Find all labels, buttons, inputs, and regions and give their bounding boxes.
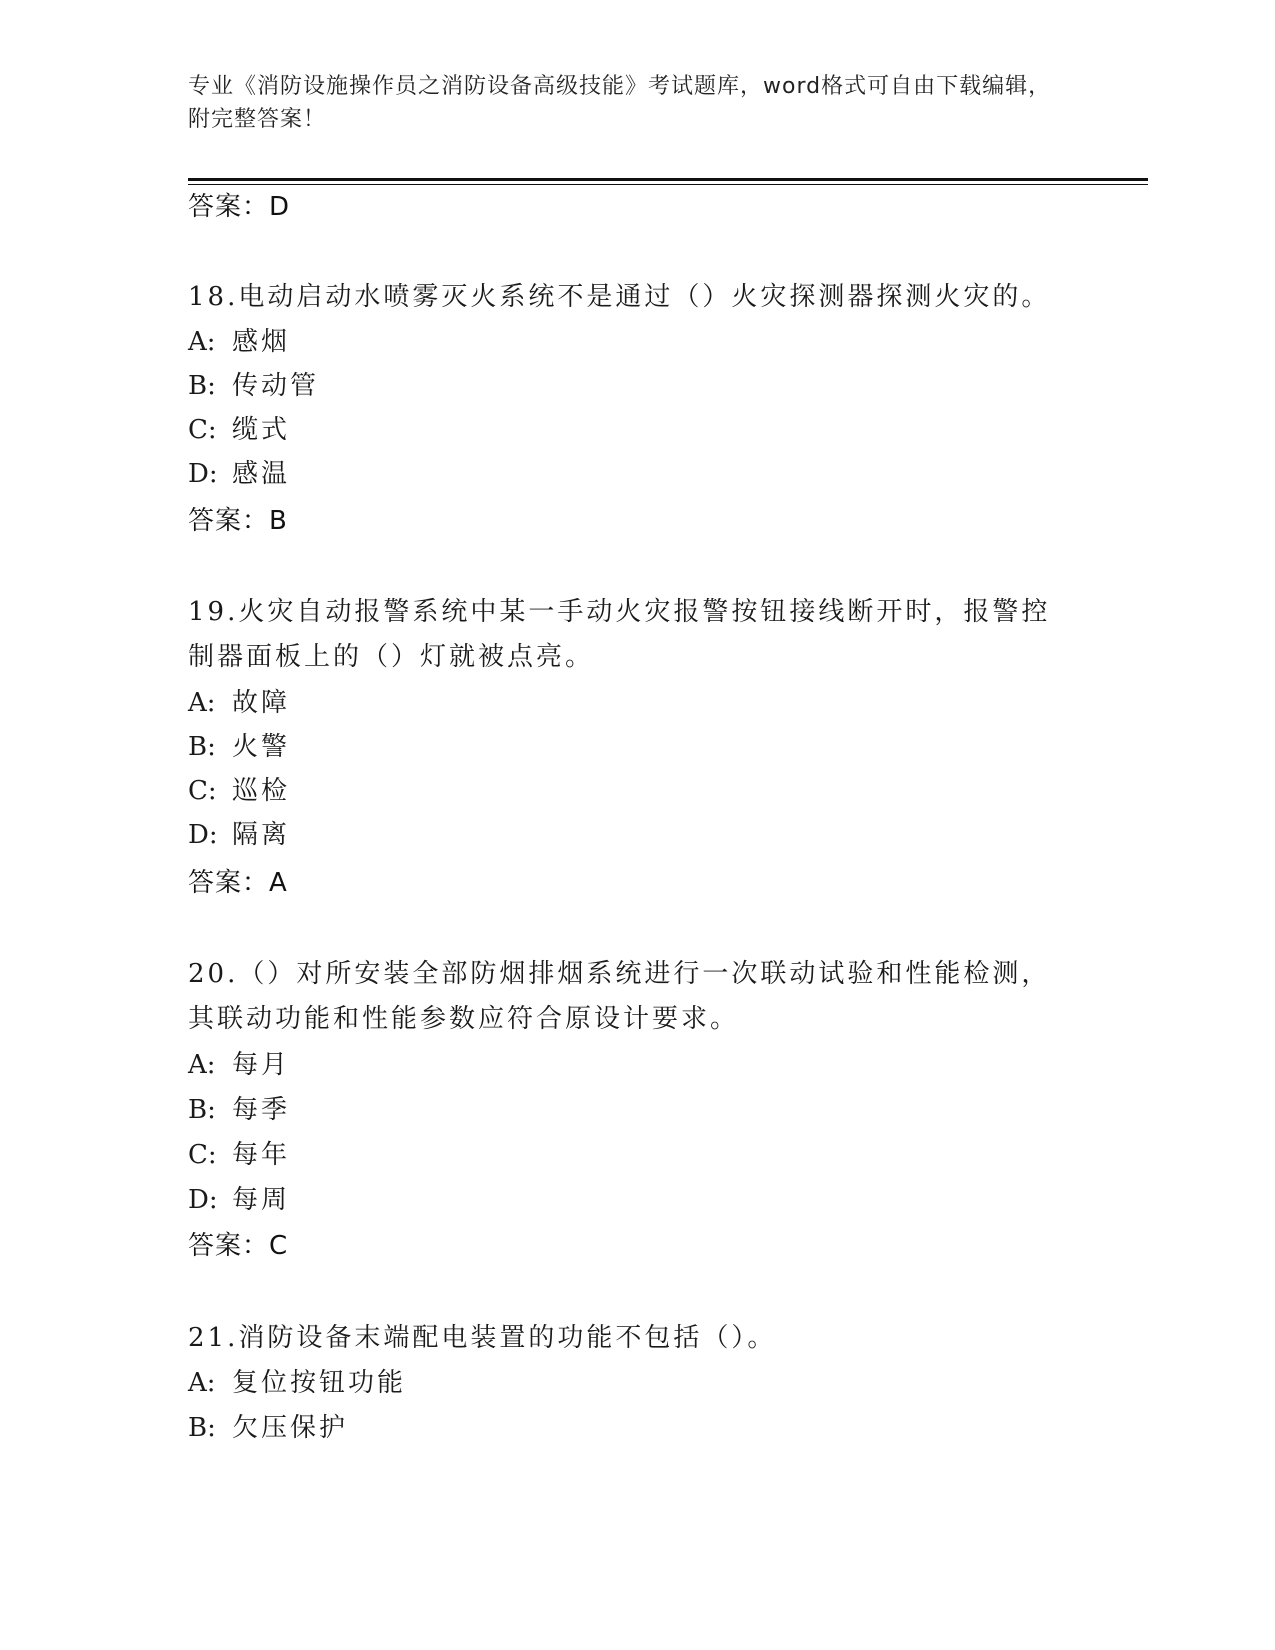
option-text: 欠压保护 xyxy=(232,1413,349,1443)
question-18-option-d xyxy=(188,457,290,491)
option-text: 每季 xyxy=(232,1095,291,1125)
question-18-answer: 答案：B xyxy=(188,506,288,536)
question-19-option-b xyxy=(188,730,290,764)
option-letter: D: xyxy=(188,1185,218,1215)
option-text: 感温 xyxy=(232,459,291,489)
option-letter: A: xyxy=(188,327,216,357)
option-text: 传动管 xyxy=(232,371,320,401)
question-19-option-d xyxy=(188,818,290,852)
question-21-stem: 21.消防设备末端配电装置的功能不包括（）。 xyxy=(188,1323,777,1353)
question-20-answer: 答案：C xyxy=(188,1231,289,1261)
option-text: 复位按钮功能 xyxy=(232,1368,407,1398)
document-header: 专业《消防设施操作员之消防设备高级技能》考试题库，word格式可自由下载编辑，附完整答案！ xyxy=(188,74,1052,132)
question-18-stem: 18.电动启动水喷雾灭火系统不是通过（）火灾探测器探测火灾的。 xyxy=(188,282,1051,312)
option-text: 巡检 xyxy=(232,776,291,806)
question-20-option-d xyxy=(188,1183,290,1217)
question-18-option-a xyxy=(188,325,290,359)
option-text: 每年 xyxy=(232,1140,291,1170)
option-letter: B: xyxy=(188,1413,216,1443)
option-letter: B: xyxy=(188,1095,216,1125)
option-text: 每月 xyxy=(232,1050,291,1080)
option-text: 火警 xyxy=(232,732,291,762)
question-21-option-b xyxy=(188,1411,348,1445)
question-20-option-a xyxy=(188,1048,290,1082)
option-text: 感烟 xyxy=(232,327,291,357)
option-letter: A: xyxy=(188,1050,216,1080)
question-20-stem: 20.（）对所安装全部防烟排烟系统进行一次联动试验和性能检测，其联动功能和性能参数应符合原设计要求。 xyxy=(188,959,1051,1034)
question-20-option-b xyxy=(188,1093,290,1127)
option-text: 故障 xyxy=(232,688,291,718)
option-letter: D: xyxy=(188,459,218,489)
header-divider-thin xyxy=(188,184,1148,185)
option-text: 缆式 xyxy=(232,415,291,445)
question-19-option-c xyxy=(188,774,290,808)
option-text: 隔离 xyxy=(232,820,291,850)
question-18-option-c xyxy=(188,413,290,447)
question-21-option-a xyxy=(188,1366,406,1400)
option-letter: C: xyxy=(188,415,217,445)
question-19-answer: 答案：A xyxy=(188,868,288,898)
option-letter: C: xyxy=(188,1140,217,1170)
option-letter: C: xyxy=(188,776,217,806)
option-letter: D: xyxy=(188,820,218,850)
option-text: 每周 xyxy=(232,1185,291,1215)
option-letter: A: xyxy=(188,1368,216,1398)
option-letter: B: xyxy=(188,732,216,762)
option-letter: A: xyxy=(188,688,216,718)
header-divider-thick xyxy=(188,178,1148,181)
question-18-option-b xyxy=(188,369,319,403)
question-20-option-c xyxy=(188,1138,290,1172)
option-letter: B: xyxy=(188,371,216,401)
previous-answer: 答案：D xyxy=(188,192,291,222)
question-19-stem: 19.火灾自动报警系统中某一手动火灾报警按钮接线断开时，报警控制器面板上的（）灯就被点亮。 xyxy=(188,597,1051,672)
question-19-option-a xyxy=(188,686,290,720)
